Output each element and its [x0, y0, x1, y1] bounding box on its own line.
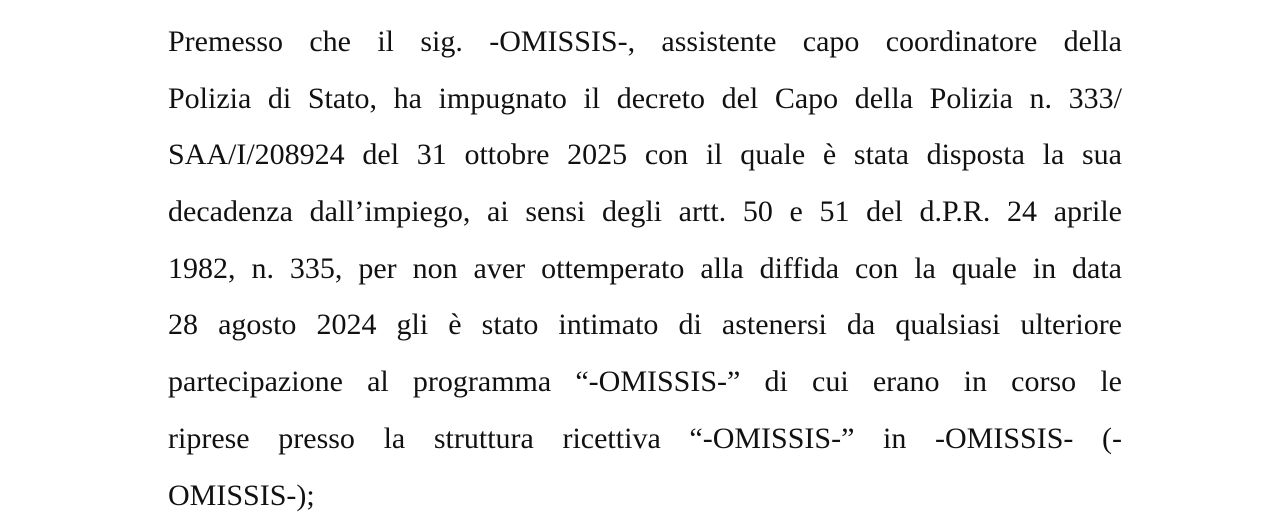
- paragraph-line-8: riprese presso la struttura ricettiva “-OMISSIS-” in -OMISSIS- (-: [168, 411, 1122, 468]
- paragraph-line-7: partecipazione al programma “-OMISSIS-” di cui erano in corso le: [168, 354, 1122, 411]
- paragraph-line-5: 1982, n. 335, per non aver ottemperato alla diffida con la quale in data: [168, 241, 1122, 298]
- paragraph-line-1: Premesso che il sig. -OMISSIS-, assistente capo coordinatore della: [168, 14, 1122, 71]
- paragraph-line-4: decadenza dall’impiego, ai sensi degli artt. 50 e 51 del d.P.R. 24 aprile: [168, 184, 1122, 241]
- paragraph-line-9: OMISSIS-);: [168, 468, 1122, 524]
- paragraph-line-2: Polizia di Stato, ha impugnato il decreto del Capo della Polizia n. 333/: [168, 71, 1122, 128]
- paragraph-line-6: 28 agosto 2024 gli è stato intimato di astenersi da qualsiasi ulteriore: [168, 297, 1122, 354]
- document-paragraph: [168, 14, 1122, 524]
- paragraph-line-3: SAA/I/208924 del 31 ottobre 2025 con il quale è stata disposta la sua: [168, 127, 1122, 184]
